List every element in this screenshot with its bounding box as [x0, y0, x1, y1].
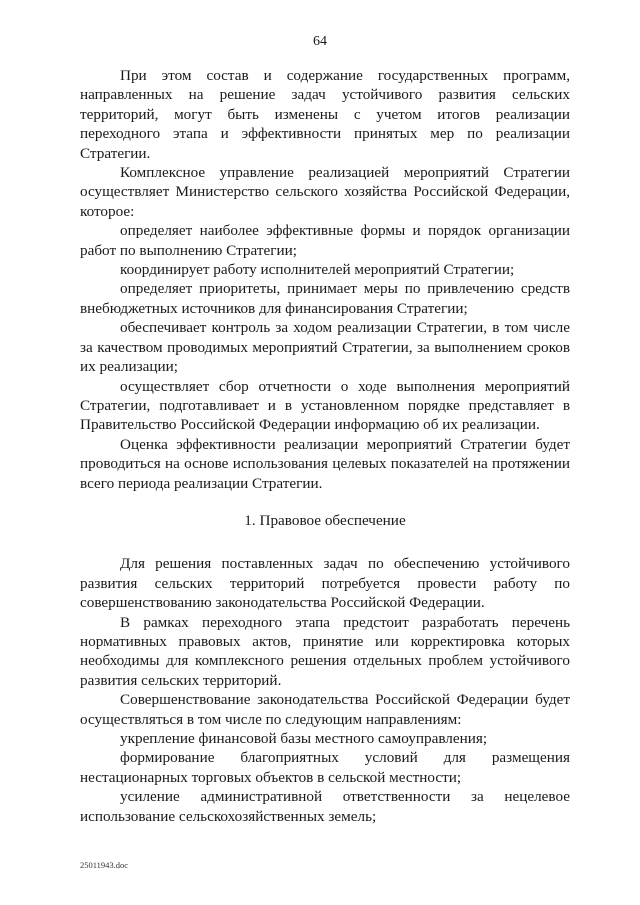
section-heading: 1. Правовое обеспечение	[244, 511, 406, 529]
list-item: обеспечивает контроль за ходом реализации Стратегии, в том числе за качеством проводимых мероприятий Стратегии, за выполнением сроков их реализации;	[80, 319, 570, 376]
list-item: определяет приоритеты, принимает меры по привлечению средств внебюджетных источников для финансирования Стратегии;	[80, 280, 570, 317]
paragraph: Комплексное управление реализацией мероприятий Стратегии осуществляет Министерство сельского хозяйства Российской Федерации, которое:	[80, 164, 570, 220]
paragraph: В рамках переходного этапа предстоит разработать перечень нормативных правовых актов, принятие или корректировка которых необходимы для комплексного решения отдельных проблем устойчивого развития сельских территорий.	[80, 613, 570, 689]
list-item: определяет наиболее эффективные формы и порядок организации работ по выполнению Стратегии;	[80, 222, 570, 259]
list-item: формирование благоприятных условий для размещения нестационарных торговых объектов в сельской местности;	[80, 749, 570, 786]
paragraph: Совершенствование законодательства Российской Федерации будет осуществляться в том числе по следующим направлениям:	[80, 691, 570, 728]
paragraph: Для решения поставленных задач по обеспечению устойчивого развития сельских территорий потребуется провести работу по совершенствованию законодательства Российской Федерации.	[80, 555, 570, 612]
paragraph: Оценка эффективности реализации мероприятий Стратегии будет проводиться на основе использования целевых показателей на протяжении всего периода реализации Стратегии.	[80, 435, 570, 492]
list-item: осуществляет сбор отчетности о ходе выполнения мероприятий Стратегии, подготавливает и в установленном порядке представляет в Правительство Российской Федерации информацию об их реализации.	[80, 377, 570, 434]
document-body	[80, 66, 570, 826]
paragraph: При этом состав и содержание государственных программ, направленных на решение задач устойчивого развития сельских территорий, могут быть изменены с учетом итогов реализации переходного этапа и эффективности принятых мер по реализации Стратегии.	[80, 67, 570, 162]
list-item: усиление административной ответственности за нецелевое использование сельскохозяйственных земель;	[80, 788, 570, 825]
list-item: укрепление финансовой базы местного самоуправления;	[120, 730, 488, 747]
list-item: координирует работу исполнителей мероприятий Стратегии;	[120, 261, 515, 279]
document-file-code: 25011943.doc	[80, 860, 129, 870]
page-number: 64	[313, 34, 327, 49]
